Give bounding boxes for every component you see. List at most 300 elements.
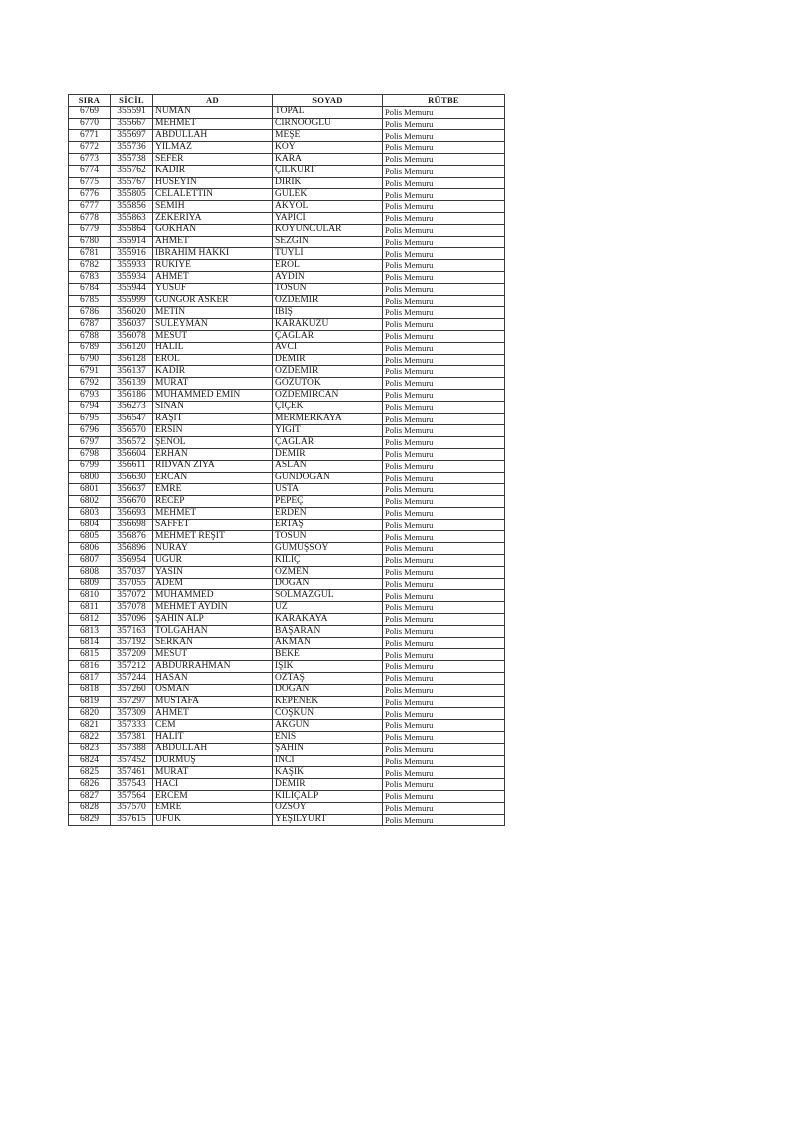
cell-ad: SAFFET: [153, 519, 273, 531]
cell-sira: 6786: [69, 307, 111, 319]
cell-ad: EMRE: [153, 802, 273, 814]
cell-rutbe: Polis Memuru: [383, 779, 505, 791]
cell-ad: MEHMET: [153, 507, 273, 519]
cell-soyad: USTA: [273, 484, 383, 496]
cell-rutbe: Polis Memuru: [383, 130, 505, 142]
cell-ad: HACI: [153, 779, 273, 791]
cell-rutbe: Polis Memuru: [383, 342, 505, 354]
table-row: [69, 472, 505, 484]
cell-soyad: AYDIN: [273, 271, 383, 283]
cell-soyad: DOĞAN: [273, 684, 383, 696]
cell-soyad: KILIÇALP: [273, 791, 383, 803]
cell-sira: 6824: [69, 755, 111, 767]
cell-ad: ŞENOL: [153, 437, 273, 449]
cell-sicil: 356186: [111, 389, 153, 401]
cell-ad: NUMAN: [153, 106, 273, 118]
cell-ad: ZEKERİYA: [153, 212, 273, 224]
cell-sira: 6787: [69, 319, 111, 331]
table-row: [69, 802, 505, 814]
cell-soyad: TOPAL: [273, 106, 383, 118]
cell-rutbe: Polis Memuru: [383, 484, 505, 496]
cell-rutbe: Polis Memuru: [383, 555, 505, 567]
cell-sicil: 355856: [111, 201, 153, 213]
table-row: [69, 814, 505, 826]
cell-soyad: BEKE: [273, 649, 383, 661]
table-row: [69, 401, 505, 413]
cell-soyad: ÖZDEMİR: [273, 366, 383, 378]
cell-sira: 6809: [69, 578, 111, 590]
cell-soyad: GÜNDOĞAN: [273, 472, 383, 484]
cell-sicil: 357570: [111, 802, 153, 814]
cell-soyad: DEMİR: [273, 354, 383, 366]
cell-rutbe: Polis Memuru: [383, 177, 505, 189]
cell-sicil: 355944: [111, 283, 153, 295]
cell-soyad: PEPEÇ: [273, 496, 383, 508]
cell-soyad: DİRİK: [273, 177, 383, 189]
cell-sira: 6788: [69, 330, 111, 342]
table-row: [69, 684, 505, 696]
cell-sira: 6799: [69, 460, 111, 472]
cell-soyad: SOLMAZGÜL: [273, 590, 383, 602]
table-row: [69, 378, 505, 390]
cell-rutbe: Polis Memuru: [383, 448, 505, 460]
cell-ad: YASİN: [153, 566, 273, 578]
cell-sira: 6769: [69, 106, 111, 118]
cell-rutbe: Polis Memuru: [383, 755, 505, 767]
cell-rutbe: Polis Memuru: [383, 614, 505, 626]
cell-soyad: ÇAĞLAR: [273, 437, 383, 449]
cell-sira: 6774: [69, 165, 111, 177]
cell-sira: 6781: [69, 248, 111, 260]
header-row: [69, 95, 505, 107]
table-row: [69, 555, 505, 567]
cell-ad: ADEM: [153, 578, 273, 590]
cell-sicil: 357055: [111, 578, 153, 590]
table-row: [69, 189, 505, 201]
cell-sira: 6775: [69, 177, 111, 189]
cell-ad: RAŞİT: [153, 413, 273, 425]
table-header: [69, 95, 505, 107]
cell-sira: 6795: [69, 413, 111, 425]
table-row: [69, 354, 505, 366]
cell-sicil: 355933: [111, 260, 153, 272]
cell-ad: RECEP: [153, 496, 273, 508]
cell-ad: KADİR: [153, 366, 273, 378]
cell-ad: SEFER: [153, 153, 273, 165]
table-row: [69, 566, 505, 578]
cell-sira: 6783: [69, 271, 111, 283]
cell-ad: AHMET: [153, 236, 273, 248]
cell-rutbe: Polis Memuru: [383, 189, 505, 201]
cell-sicil: 357381: [111, 732, 153, 744]
cell-sicil: 355914: [111, 236, 153, 248]
table-row: [69, 118, 505, 130]
cell-sicil: 357163: [111, 625, 153, 637]
cell-sira: 6778: [69, 212, 111, 224]
cell-soyad: ÖZDEMİR: [273, 295, 383, 307]
cell-sicil: 357564: [111, 791, 153, 803]
cell-soyad: KAŞIK: [273, 767, 383, 779]
cell-sira: 6789: [69, 342, 111, 354]
cell-sira: 6773: [69, 153, 111, 165]
cell-ad: ABDULLAH: [153, 743, 273, 755]
cell-sicil: 355767: [111, 177, 153, 189]
cell-soyad: KARA: [273, 153, 383, 165]
cell-sira: 6779: [69, 224, 111, 236]
cell-sira: 6800: [69, 472, 111, 484]
header-ad: AD: [153, 95, 273, 107]
cell-ad: MURAT: [153, 378, 273, 390]
cell-sira: 6804: [69, 519, 111, 531]
cell-rutbe: Polis Memuru: [383, 212, 505, 224]
cell-sicil: 356604: [111, 448, 153, 460]
cell-rutbe: Polis Memuru: [383, 165, 505, 177]
cell-rutbe: Polis Memuru: [383, 366, 505, 378]
cell-sicil: 355999: [111, 295, 153, 307]
cell-soyad: ENİS: [273, 732, 383, 744]
cell-sicil: 357209: [111, 649, 153, 661]
cell-ad: RIDVAN ZİYA: [153, 460, 273, 472]
cell-soyad: DOĞAN: [273, 578, 383, 590]
cell-rutbe: Polis Memuru: [383, 413, 505, 425]
cell-rutbe: Polis Memuru: [383, 307, 505, 319]
personnel-table: [68, 94, 505, 826]
table-row: [69, 106, 505, 118]
cell-ad: ERCAN: [153, 472, 273, 484]
cell-rutbe: Polis Memuru: [383, 791, 505, 803]
cell-soyad: YİĞİT: [273, 425, 383, 437]
cell-ad: GÜNGÖR ASKER: [153, 295, 273, 307]
cell-soyad: ŞAHİN: [273, 743, 383, 755]
cell-ad: NURAY: [153, 543, 273, 555]
cell-ad: MURAT: [153, 767, 273, 779]
cell-sicil: 356637: [111, 484, 153, 496]
table-row: [69, 366, 505, 378]
cell-sicil: 357615: [111, 814, 153, 826]
table-row: [69, 578, 505, 590]
cell-sicil: 357192: [111, 637, 153, 649]
cell-soyad: ÖZDEMİRCAN: [273, 389, 383, 401]
cell-soyad: ÇİÇEK: [273, 401, 383, 413]
cell-rutbe: Polis Memuru: [383, 389, 505, 401]
cell-soyad: KARAKUZU: [273, 319, 383, 331]
cell-sicil: 356896: [111, 543, 153, 555]
cell-ad: MESUT: [153, 649, 273, 661]
cell-sira: 6805: [69, 531, 111, 543]
cell-sicil: 355916: [111, 248, 153, 260]
cell-ad: SÜLEYMAN: [153, 319, 273, 331]
cell-ad: ERCEM: [153, 791, 273, 803]
cell-ad: MEHMET: [153, 118, 273, 130]
table-row: [69, 661, 505, 673]
table-row: [69, 791, 505, 803]
cell-ad: CEM: [153, 720, 273, 732]
header-sicil: SİCİL: [111, 95, 153, 107]
cell-sira: 6822: [69, 732, 111, 744]
cell-ad: MUHAMMED EMİN: [153, 389, 273, 401]
cell-sira: 6792: [69, 378, 111, 390]
cell-sicil: 357333: [111, 720, 153, 732]
cell-ad: GÖKHAN: [153, 224, 273, 236]
cell-ad: SİNAN: [153, 401, 273, 413]
cell-sira: 6797: [69, 437, 111, 449]
cell-soyad: TOSUN: [273, 531, 383, 543]
cell-soyad: ÖZSOY: [273, 802, 383, 814]
table-row: [69, 531, 505, 543]
table-row: [69, 590, 505, 602]
cell-sira: 6817: [69, 673, 111, 685]
cell-sicil: 356037: [111, 319, 153, 331]
cell-sicil: 357388: [111, 743, 153, 755]
cell-rutbe: Polis Memuru: [383, 732, 505, 744]
cell-soyad: ÖZMEN: [273, 566, 383, 578]
cell-rutbe: Polis Memuru: [383, 330, 505, 342]
cell-rutbe: Polis Memuru: [383, 743, 505, 755]
cell-sicil: 355934: [111, 271, 153, 283]
cell-rutbe: Polis Memuru: [383, 720, 505, 732]
table-row: [69, 425, 505, 437]
cell-sicil: 357260: [111, 684, 153, 696]
cell-ad: DURMUŞ: [153, 755, 273, 767]
cell-sira: 6776: [69, 189, 111, 201]
cell-sicil: 356570: [111, 425, 153, 437]
cell-sira: 6785: [69, 295, 111, 307]
cell-sira: 6818: [69, 684, 111, 696]
cell-ad: UĞUR: [153, 555, 273, 567]
cell-rutbe: Polis Memuru: [383, 118, 505, 130]
table-row: [69, 732, 505, 744]
cell-sicil: 356547: [111, 413, 153, 425]
cell-rutbe: Polis Memuru: [383, 283, 505, 295]
cell-sira: 6807: [69, 555, 111, 567]
table-row: [69, 673, 505, 685]
cell-rutbe: Polis Memuru: [383, 673, 505, 685]
table-row: [69, 413, 505, 425]
cell-sira: 6772: [69, 142, 111, 154]
cell-rutbe: Polis Memuru: [383, 425, 505, 437]
cell-soyad: KEPENEK: [273, 696, 383, 708]
cell-soyad: İBİŞ: [273, 307, 383, 319]
cell-sira: 6813: [69, 625, 111, 637]
cell-ad: MEHMET AYDIN: [153, 602, 273, 614]
table-row: [69, 130, 505, 142]
table-row: [69, 602, 505, 614]
table-row: [69, 260, 505, 272]
cell-soyad: AVCI: [273, 342, 383, 354]
cell-rutbe: Polis Memuru: [383, 661, 505, 673]
table-row: [69, 201, 505, 213]
cell-sicil: 356876: [111, 531, 153, 543]
table-row: [69, 779, 505, 791]
cell-ad: RUKİYE: [153, 260, 273, 272]
cell-ad: SEMİH: [153, 201, 273, 213]
table-row: [69, 720, 505, 732]
table-row: [69, 460, 505, 472]
cell-ad: CELALETTİN: [153, 189, 273, 201]
cell-rutbe: Polis Memuru: [383, 767, 505, 779]
cell-sira: 6780: [69, 236, 111, 248]
cell-rutbe: Polis Memuru: [383, 354, 505, 366]
table-row: [69, 484, 505, 496]
table-row: [69, 212, 505, 224]
cell-sicil: 355697: [111, 130, 153, 142]
cell-rutbe: Polis Memuru: [383, 472, 505, 484]
cell-ad: ERHAN: [153, 448, 273, 460]
cell-sicil: 357212: [111, 661, 153, 673]
cell-sicil: 355805: [111, 189, 153, 201]
cell-soyad: IŞIK: [273, 661, 383, 673]
cell-sicil: 356693: [111, 507, 153, 519]
cell-sira: 6810: [69, 590, 111, 602]
cell-soyad: ASLAN: [273, 460, 383, 472]
cell-sicil: 356020: [111, 307, 153, 319]
table-row: [69, 696, 505, 708]
cell-soyad: GÜLEK: [273, 189, 383, 201]
cell-sira: 6784: [69, 283, 111, 295]
table-row: [69, 342, 505, 354]
cell-sicil: 357244: [111, 673, 153, 685]
cell-sicil: 356078: [111, 330, 153, 342]
cell-sicil: 355864: [111, 224, 153, 236]
cell-sicil: 355863: [111, 212, 153, 224]
cell-soyad: ÖZTAŞ: [273, 673, 383, 685]
cell-rutbe: Polis Memuru: [383, 295, 505, 307]
cell-soyad: SEZGİN: [273, 236, 383, 248]
table-row: [69, 755, 505, 767]
cell-sira: 6802: [69, 496, 111, 508]
cell-sicil: 356572: [111, 437, 153, 449]
table-row: [69, 295, 505, 307]
cell-sira: 6801: [69, 484, 111, 496]
table-row: [69, 543, 505, 555]
table-body: [69, 106, 505, 826]
cell-soyad: KARAKAYA: [273, 614, 383, 626]
cell-ad: AHMET: [153, 708, 273, 720]
cell-ad: HÜSEYİN: [153, 177, 273, 189]
table-row: [69, 177, 505, 189]
cell-rutbe: Polis Memuru: [383, 201, 505, 213]
cell-ad: İBRAHİM HAKKI: [153, 248, 273, 260]
cell-sicil: 356128: [111, 354, 153, 366]
cell-rutbe: Polis Memuru: [383, 684, 505, 696]
table-row: [69, 165, 505, 177]
cell-soyad: GÖZÜTOK: [273, 378, 383, 390]
cell-sira: 6814: [69, 637, 111, 649]
cell-sicil: 356137: [111, 366, 153, 378]
cell-sicil: 357309: [111, 708, 153, 720]
cell-rutbe: Polis Memuru: [383, 224, 505, 236]
cell-rutbe: Polis Memuru: [383, 696, 505, 708]
cell-sicil: 355736: [111, 142, 153, 154]
cell-sicil: 357096: [111, 614, 153, 626]
table-row: [69, 448, 505, 460]
cell-sira: 6827: [69, 791, 111, 803]
cell-ad: AHMET: [153, 271, 273, 283]
cell-soyad: UZ: [273, 602, 383, 614]
cell-sicil: 356139: [111, 378, 153, 390]
cell-sicil: 357452: [111, 755, 153, 767]
cell-rutbe: Polis Memuru: [383, 271, 505, 283]
cell-ad: ŞAHİN ALP: [153, 614, 273, 626]
cell-sira: 6808: [69, 566, 111, 578]
cell-soyad: AKMAN: [273, 637, 383, 649]
table-row: [69, 614, 505, 626]
cell-sira: 6770: [69, 118, 111, 130]
cell-soyad: MEŞE: [273, 130, 383, 142]
cell-rutbe: Polis Memuru: [383, 507, 505, 519]
table-row: [69, 767, 505, 779]
cell-sicil: 356120: [111, 342, 153, 354]
cell-soyad: KILIÇ: [273, 555, 383, 567]
cell-soyad: ERDEN: [273, 507, 383, 519]
table-row: [69, 319, 505, 331]
cell-sicil: 356954: [111, 555, 153, 567]
cell-ad: UFUK: [153, 814, 273, 826]
cell-soyad: BAŞARAN: [273, 625, 383, 637]
cell-sicil: 357078: [111, 602, 153, 614]
cell-soyad: İNCİ: [273, 755, 383, 767]
cell-sicil: 357543: [111, 779, 153, 791]
table-row: [69, 743, 505, 755]
cell-rutbe: Polis Memuru: [383, 319, 505, 331]
cell-rutbe: Polis Memuru: [383, 496, 505, 508]
cell-sira: 6771: [69, 130, 111, 142]
cell-sira: 6815: [69, 649, 111, 661]
table-row: [69, 153, 505, 165]
cell-rutbe: Polis Memuru: [383, 802, 505, 814]
cell-ad: TOLGAHAN: [153, 625, 273, 637]
cell-soyad: KÖY: [273, 142, 383, 154]
cell-ad: OSMAN: [153, 684, 273, 696]
cell-rutbe: Polis Memuru: [383, 590, 505, 602]
cell-rutbe: Polis Memuru: [383, 519, 505, 531]
cell-soyad: AKGÜN: [273, 720, 383, 732]
table-row: [69, 507, 505, 519]
cell-sicil: 355667: [111, 118, 153, 130]
cell-sira: 6796: [69, 425, 111, 437]
cell-ad: ERSİN: [153, 425, 273, 437]
cell-sicil: 355762: [111, 165, 153, 177]
cell-rutbe: Polis Memuru: [383, 401, 505, 413]
cell-sicil: 356630: [111, 472, 153, 484]
table-row: [69, 637, 505, 649]
cell-sicil: 355591: [111, 106, 153, 118]
cell-ad: EMRE: [153, 484, 273, 496]
cell-rutbe: Polis Memuru: [383, 602, 505, 614]
cell-ad: SERKAN: [153, 637, 273, 649]
cell-sira: 6790: [69, 354, 111, 366]
cell-sira: 6820: [69, 708, 111, 720]
cell-ad: MESUT: [153, 330, 273, 342]
cell-sicil: 356698: [111, 519, 153, 531]
cell-rutbe: Polis Memuru: [383, 142, 505, 154]
cell-sicil: 357037: [111, 566, 153, 578]
cell-sicil: 357297: [111, 696, 153, 708]
cell-sira: 6793: [69, 389, 111, 401]
cell-sicil: 356670: [111, 496, 153, 508]
cell-ad: ABDULLAH: [153, 130, 273, 142]
cell-ad: METİN: [153, 307, 273, 319]
cell-soyad: ÇAĞLAR: [273, 330, 383, 342]
table-row: [69, 389, 505, 401]
cell-rutbe: Polis Memuru: [383, 460, 505, 472]
cell-sira: 6812: [69, 614, 111, 626]
cell-soyad: DEMİR: [273, 779, 383, 791]
cell-ad: HASAN: [153, 673, 273, 685]
cell-sira: 6821: [69, 720, 111, 732]
header-sira: SIRA: [69, 95, 111, 107]
cell-rutbe: Polis Memuru: [383, 106, 505, 118]
